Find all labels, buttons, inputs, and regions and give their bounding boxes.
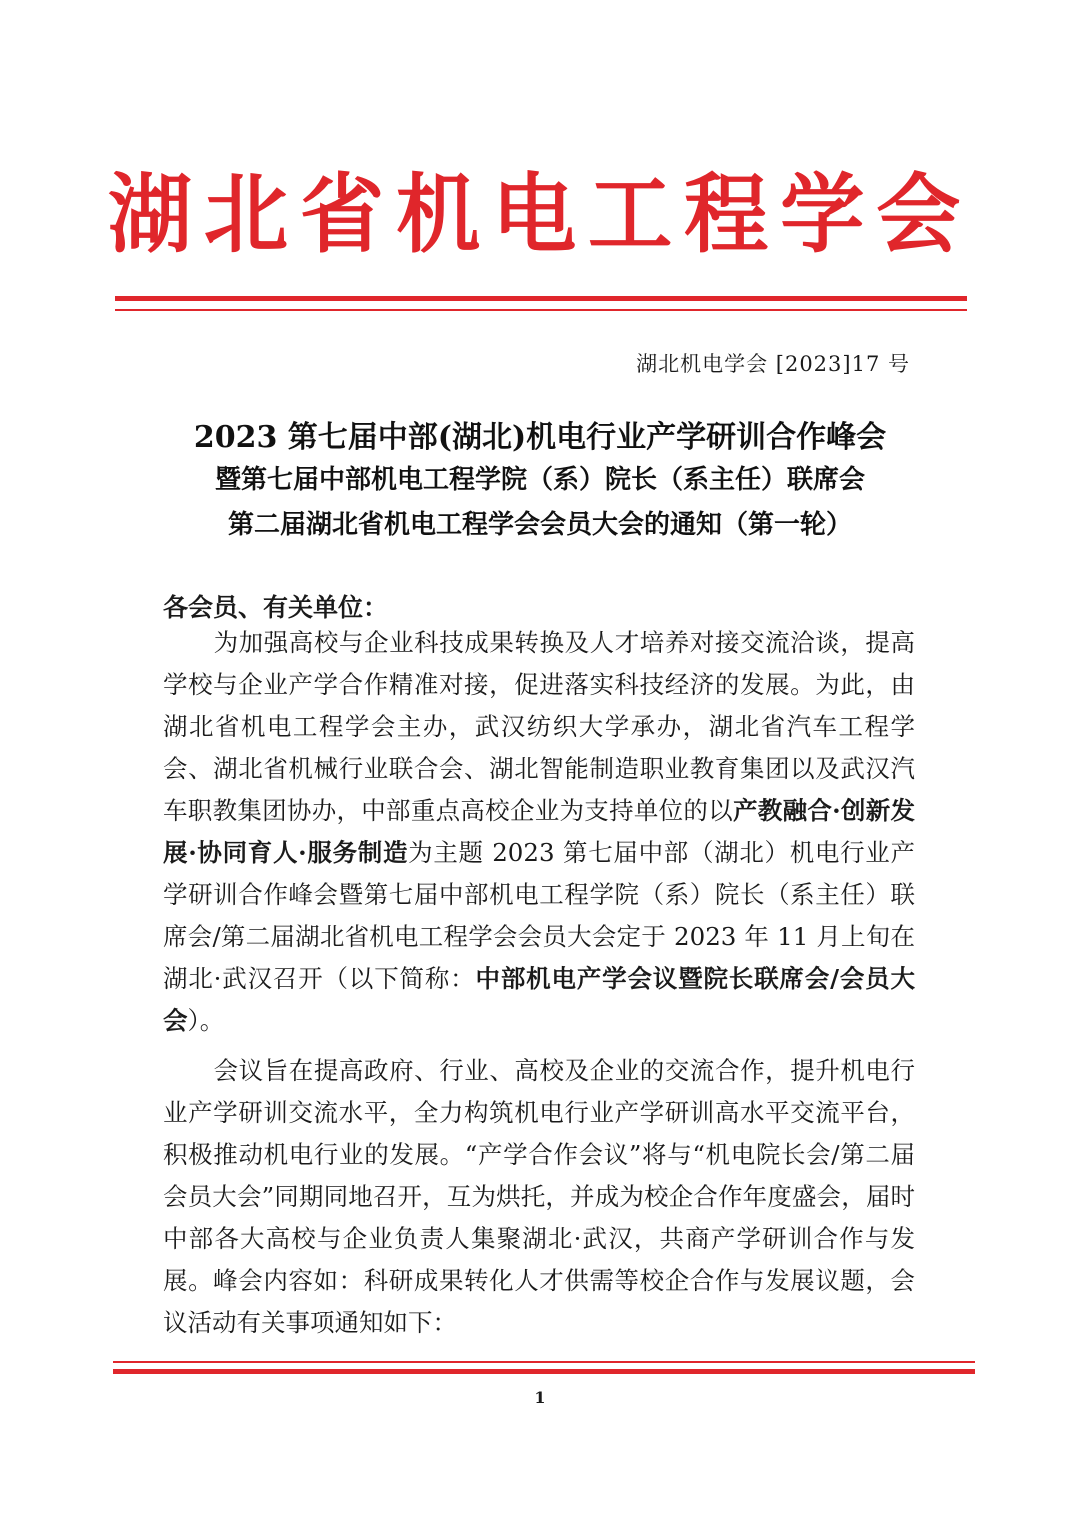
body-paragraph-2 [163, 1050, 915, 1344]
paragraph-1-text-b: 为主题 2023 第七届中部（湖北）机电行业产学研训合作峰会暨第七届中部机电工程学院（系）院长（系主任）联席会/第二届湖北省机电工程学会会员大会定于 2023 年 11 月上旬在湖北·武汉召开（以下简称： [163, 838, 915, 993]
paragraph-1-short-name: 中部机电产学会议暨院长联席会/会员大会 [163, 964, 915, 1035]
paragraph-1-text-c: ）。 [187, 1006, 225, 1035]
notice-title-line-1: 2023 第七届中部(湖北)机电行业产学研训合作峰会 [193, 420, 887, 455]
body-paragraph-1 [163, 622, 915, 1042]
document-number: 湖北机电学会 [2023]17 号 [636, 352, 910, 376]
notice-title-line-2: 暨第七届中部机电工程学院（系）院长（系主任）联席会 [214, 465, 865, 495]
paragraph-1-text-a: 为加强高校与企业科技成果转换及人才培养对接交流洽谈，提高学校与企业产学合作精准对接，促进落实科技经济的发展。为此，由湖北省机电工程学会主办，武汉纺织大学承办，湖北省汽车工程学会、湖北省机械行业联合会、湖北智能制造职业教育集团以及武汉汽车职教集团协办，中部重点高校企业为支持单位的以 [163, 628, 915, 825]
header-rule-thick [115, 296, 967, 301]
paragraph-1-theme: 产教融合·创新发展·协同育人·服务制造 [163, 796, 916, 867]
page-number: 1 [534, 1388, 546, 1407]
salutation: 各会员、有关单位： [163, 593, 389, 622]
header-rule-thin [115, 309, 967, 311]
footer-rule-thick [113, 1369, 975, 1374]
notice-title-line-3: 第二届湖北省机电工程学会会员大会的通知（第一轮） [227, 510, 852, 540]
letterhead-title: 湖北省机电工程学会 [107, 165, 973, 265]
footer-rule-thin [113, 1361, 975, 1363]
paragraph-2-text: 会议旨在提高政府、行业、高校及企业的交流合作，提升机电行业产学研训交流水平，全力构筑机电行业产学研训高水平交流平台，积极推动机电行业的发展。“产学合作会议”将与“机电院长会/第二届会员大会”同期同地召开，互为烘托，并成为校企合作年度盛会，届时中部各大高校与企业负责人集聚湖北·武汉，共商产学研训合作与发展。峰会内容如：科研成果转化人才供需等校企合作与发展议题，会议活动有关事项通知如下： [163, 1056, 915, 1337]
